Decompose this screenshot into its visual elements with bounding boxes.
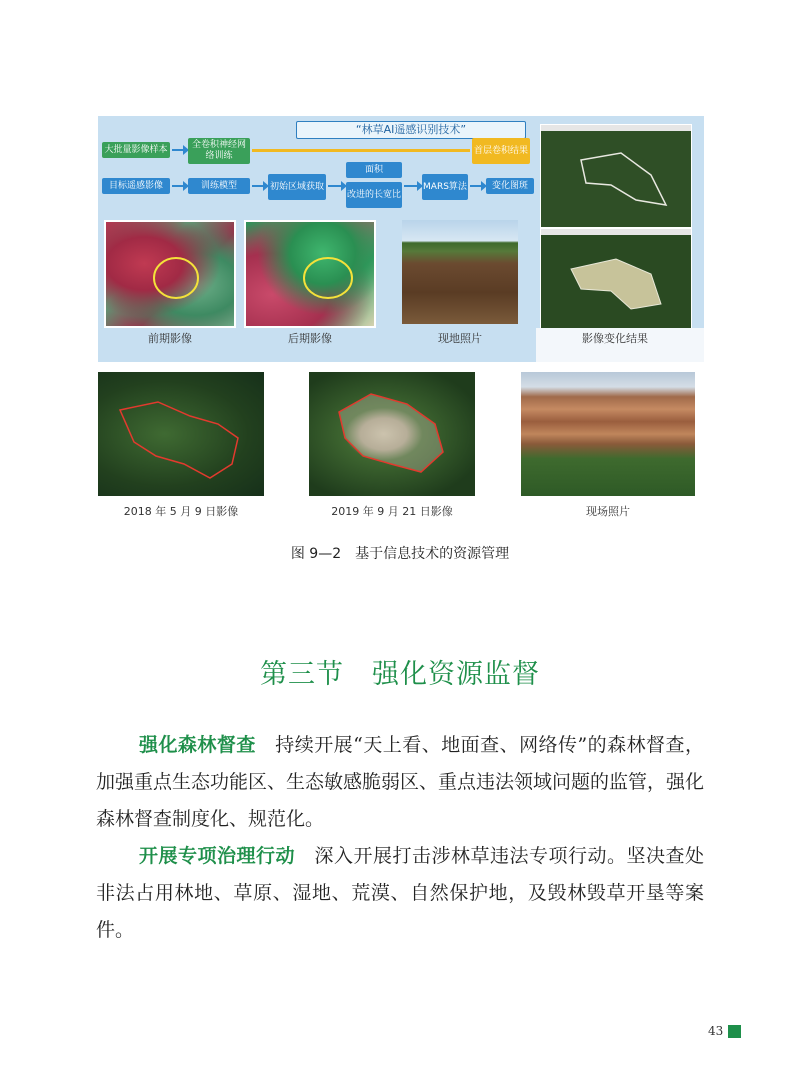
node-improved-ratio: 改进的长宽比 [346,182,402,208]
node-full-cnn: 全卷积神经网络训练 [188,138,250,164]
paragraph-lead: 强化森林督查 [139,734,256,756]
arrow [470,185,482,187]
paragraph-special-action [96,838,704,949]
arrow [252,185,264,187]
satellite-image-2018 [98,372,264,496]
node-change-patch: 变化图斑 [486,178,534,194]
node-initial-region: 初始区域获取 [268,174,326,200]
page-marker-square [728,1025,741,1038]
site-photo-terraces [521,372,695,496]
boundary-outline-icon [309,372,475,496]
node-top-result: 首层卷积结果 [472,138,530,164]
arrow [328,185,342,187]
yellow-connector [252,149,470,152]
false-color-early-image [104,220,236,328]
node-target-image: 目标遥感影像 [102,178,170,194]
caption-change-result: 影像变化结果 [582,332,648,345]
caption-2018-image: 2018 年 5 月 9 日影像 [123,505,239,518]
section-title: 第三节 强化资源监督 [260,659,540,690]
page-number: 43 [708,1024,724,1038]
change-area-icon [541,229,691,329]
change-result-screen-bottom [540,228,692,330]
flowchart-banner: “林草AI遥感识别技术” [296,121,526,139]
satellite-image-2019 [309,372,475,496]
false-color-late-image [244,220,376,328]
arrow [172,185,184,187]
node-area: 面积 [346,162,402,178]
node-train-model: 训练模型 [188,178,250,194]
node-mars: MARS算法 [422,174,468,200]
paragraph-text: 深入开展打击涉林草违法专项行动。坚决查处非法占用林地、草原、湿地、荒漠、自然保护地，及毁林毁草开垦等案件。 [96,845,704,941]
caption-2019-image: 2019 年 9 月 21 日影像 [331,505,453,518]
paragraph-text: 持续开展“天上看、地面查、网络传”的森林督查，加强重点生态功能区、生态敏感脆弱区、重点违法领域问题的监管，强化森林督查制度化、规范化。 [96,734,705,830]
caption-early-image: 前期影像 [148,332,192,345]
field-photo [402,220,518,324]
caption-late-image: 后期影像 [288,332,332,345]
paragraph-lead: 开展专项治理行动 [139,845,295,867]
flowchart-panel [98,116,704,362]
change-result-screen-top [540,124,692,228]
highlight-circle-icon [106,222,234,326]
node-batch-samples: 大批量影像样本 [102,142,170,158]
change-outline-icon [541,125,691,227]
arrow [404,185,418,187]
caption-site-photo: 现场照片 [586,505,630,518]
paragraph-forest-inspection [96,727,704,838]
figure-caption: 图 9—2 基于信息技术的资源管理 [290,546,510,562]
highlight-circle-icon [246,222,374,326]
caption-field-photo: 现地照片 [438,332,482,345]
arrow [172,149,184,151]
boundary-outline-icon [98,372,264,496]
